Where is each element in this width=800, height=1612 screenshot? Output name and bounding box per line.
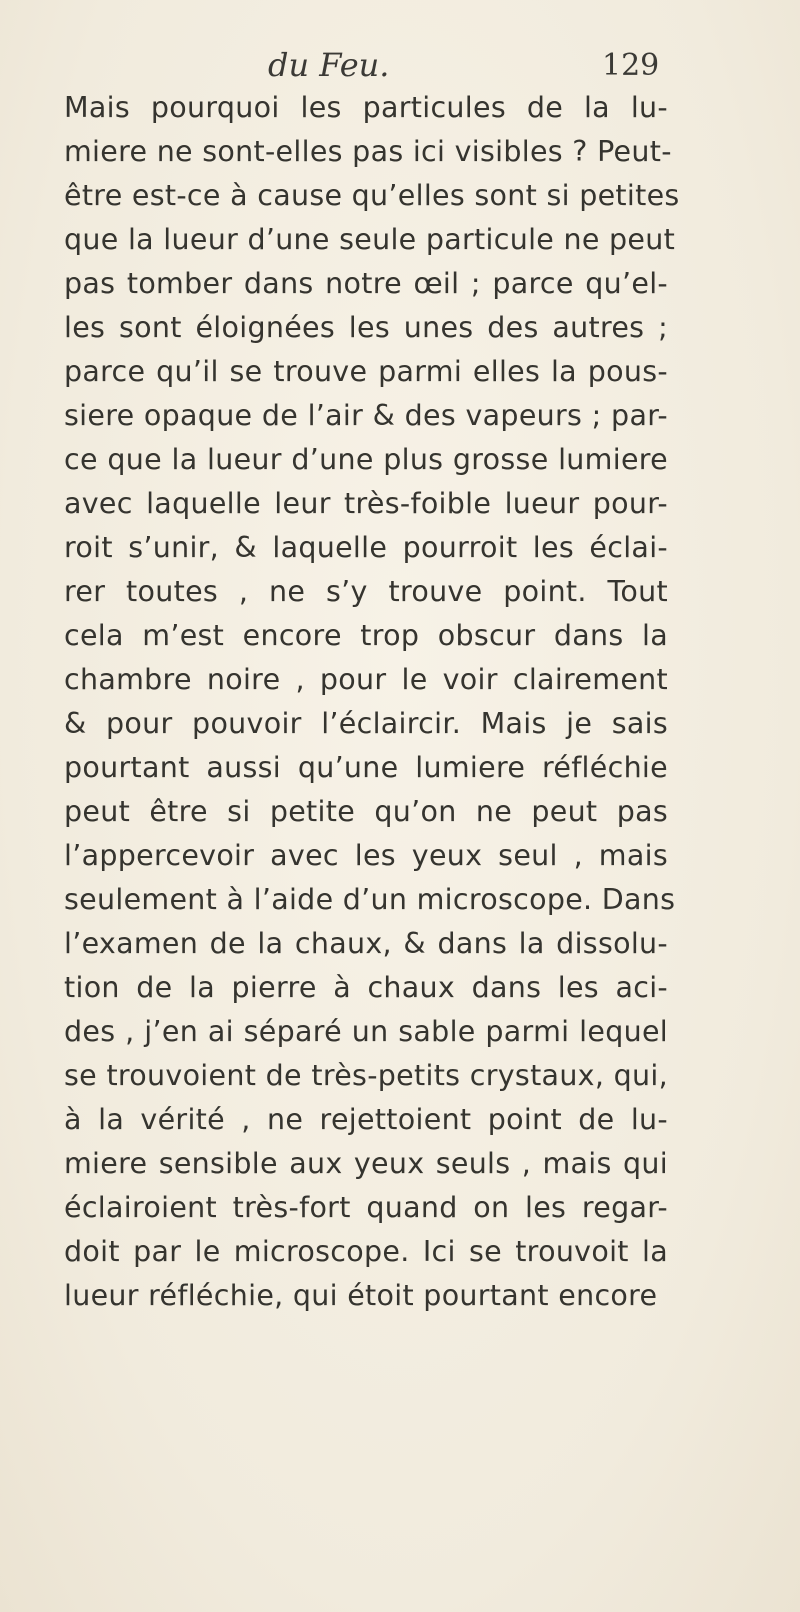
text-line: doit par le microscope. Ici se trouvoit la xyxy=(64,1235,668,1268)
text-line: ce que la lueur d’une plus grosse lumiere xyxy=(64,443,668,476)
text-line: miere ne sont-elles pas ici visibles ? Peut- xyxy=(64,135,672,168)
text-line: lueur réfléchie, qui étoit pourtant encore xyxy=(64,1279,658,1312)
text-line: miere sensible aux yeux seuls , mais qui xyxy=(64,1147,668,1180)
text-line: à la vérité , ne rejettoient point de lu- xyxy=(64,1103,668,1136)
text-line: chambre noire , pour le voir clairement xyxy=(64,663,668,696)
text-line: rer toutes , ne s’y trouve point. Tout xyxy=(64,575,668,608)
text-line: l’appercevoir avec les yeux seul , mais xyxy=(64,839,668,872)
text-line: tion de la pierre à chaux dans les aci- xyxy=(64,971,668,1004)
text-line: pas tomber dans notre œil ; parce qu’el- xyxy=(64,267,668,300)
text-line: éclairoient très-fort quand on les regar- xyxy=(64,1191,668,1224)
text-line: peut être si petite qu’on ne peut pas xyxy=(64,795,668,828)
text-line: seulement à l’aide d’un microscope. Dans xyxy=(64,883,676,916)
text-line: roit s’unir, & laquelle pourroit les éclai- xyxy=(64,531,668,564)
text-line: cela m’est encore trop obscur dans la xyxy=(64,619,668,652)
text-line: l’examen de la chaux, & dans la dissolu- xyxy=(64,927,668,960)
body-text xyxy=(64,86,680,1318)
running-head: du Feu. xyxy=(268,46,390,84)
text-line: siere opaque de l’air & des vapeurs ; par- xyxy=(64,399,668,432)
text-line: parce qu’il se trouve parmi elles la pous- xyxy=(64,355,668,388)
text-line: & pour pouvoir l’éclaircir. Mais je sais xyxy=(64,707,668,740)
text-line: des , j’en ai séparé un sable parmi lequel xyxy=(64,1015,668,1048)
text-line: les sont éloignées les unes des autres ; xyxy=(64,311,668,344)
text-line: se trouvoient de très-petits crystaux, qui, xyxy=(64,1059,668,1092)
text-line: Mais pourquoi les particules de la lu- xyxy=(64,91,668,124)
text-line: avec laquelle leur très-foible lueur pour- xyxy=(64,487,668,520)
text-line: être est-ce à cause qu’elles sont si petites xyxy=(64,179,680,212)
page-number: 129 xyxy=(602,48,660,83)
text-line: que la lueur d’une seule particule ne peut xyxy=(64,223,676,256)
text-line: pourtant aussi qu’une lumiere réfléchie xyxy=(64,751,668,784)
